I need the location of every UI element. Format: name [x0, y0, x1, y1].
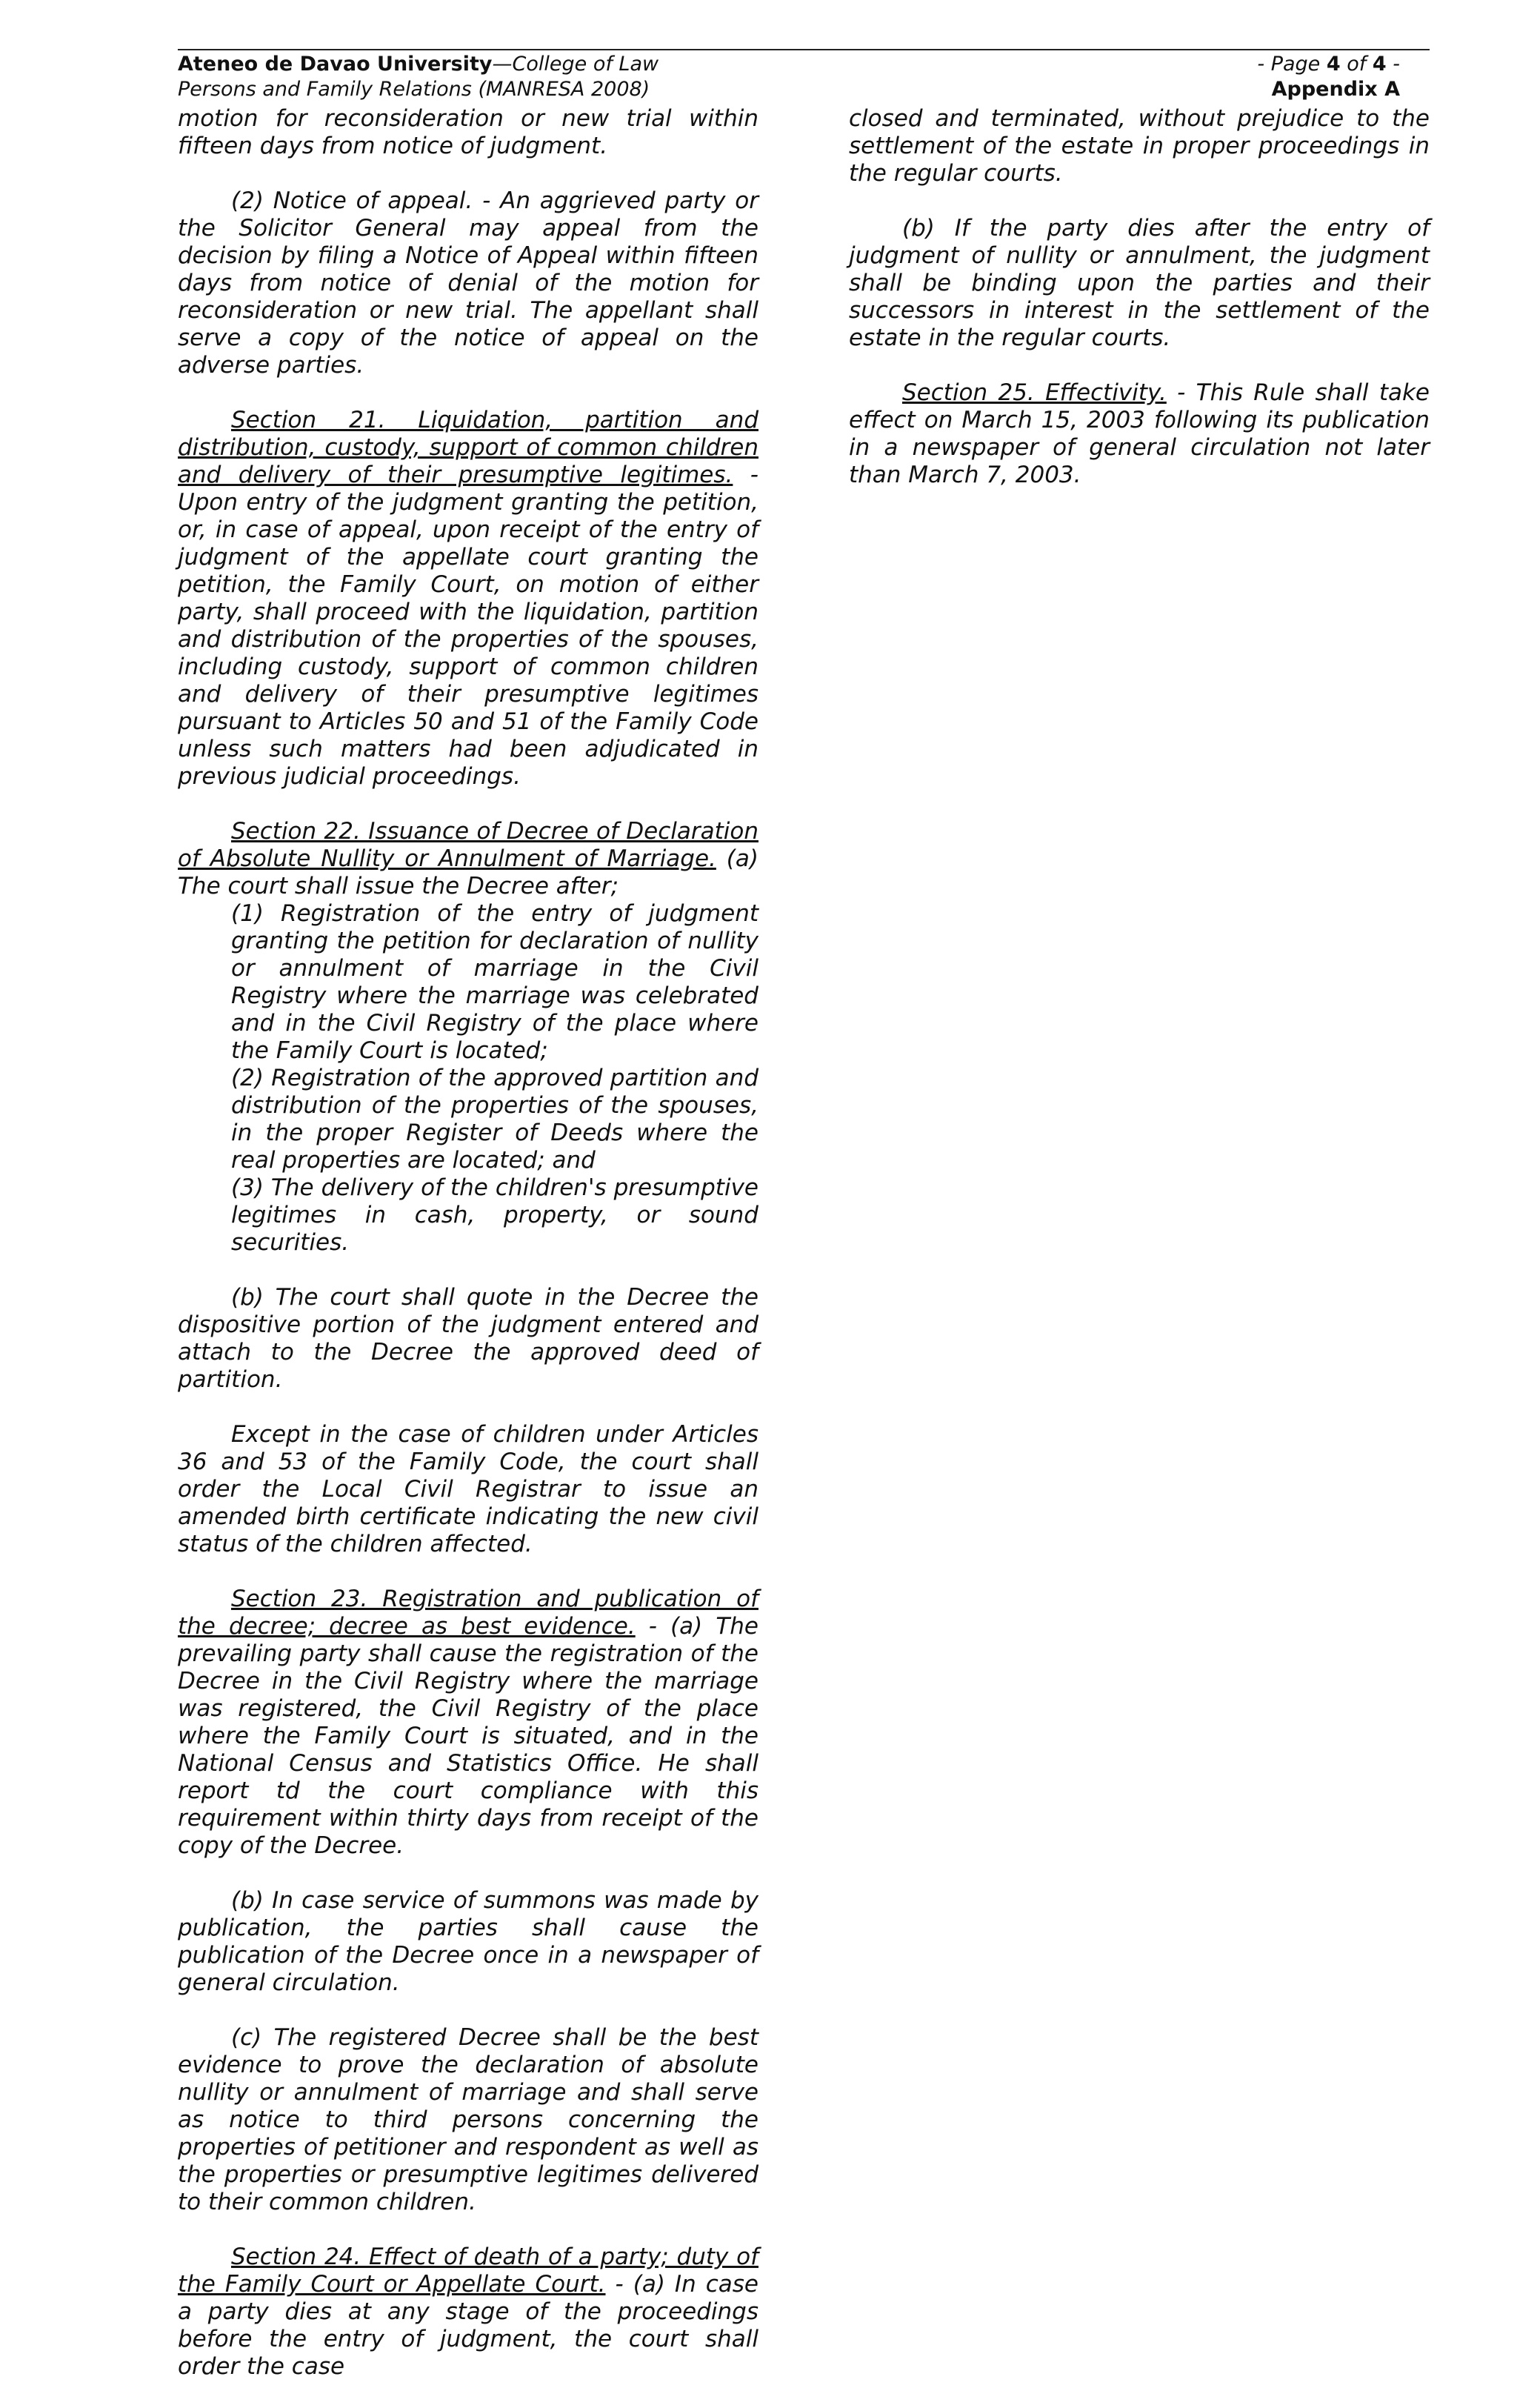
section-22 — [178, 818, 758, 900]
section-22-item-3: (3) The delivery of the children's presumptive legitimes in cash, property, or sound securities. — [231, 1174, 758, 1256]
section-24-title: Section 24. Effect of death of a party; duty of the Family Court or Appellate Court. — [178, 2244, 758, 2298]
section-23-body: - (a) The prevailing party shall cause the registration of the Decree in the Civil Registry where the marriage was registered, the Civil Registry of the place where the Family Court is situated, and in the National Census and Statistics Office. He shall report td the court compliance with this requirement within thirty days from receipt of the copy of the Decree. — [178, 1613, 758, 1859]
section-23-b: (b) In case service of summons was made by publication, the parties shall cause the publication of the Decree once in a newspaper of general circulation. — [178, 1887, 758, 1996]
course-title: Persons and Family Relations (MANRESA 2008) — [178, 78, 650, 101]
page-of: of — [1340, 53, 1373, 76]
section-25 — [849, 379, 1430, 489]
section-23-c: (c) The registered Decree shall be the best evidence to prove the declaration of absolute nullity or annulment of marriage and shall serve as notice to third persons concerning the properties of petitioner and respondent as well as the properties or presumptive legitimes delivered to their common children. — [178, 2024, 758, 2215]
section-23-title: Section 23. Registration and publication of the decree; decree as best evidence. — [178, 1586, 758, 1640]
header-institution — [178, 52, 918, 77]
section-25-title: Section 25. Effectivity. — [902, 379, 1167, 406]
section-24-body: - (a) In case a party dies at any stage of the proceedings before the entry of judgment, the court shall order the case — [178, 2271, 758, 2380]
page-prefix: - Page — [1257, 53, 1327, 76]
section-22-title: Section 22. Issuance of Decree of Declaration of Absolute Nullity or Annulment of Marriage. — [178, 818, 758, 872]
header-rule — [178, 49, 1430, 50]
section-23 — [178, 1586, 758, 1860]
section-21-body: - Upon entry of the judgment granting the petition, or, in case of appeal, upon receipt of the entry of judgment of the appellate court granting the petition, the Family Court, on motion of either party, shall proceed with the liquidation, partition and distribution of the properties of the spouses, including custody, support of common children and delivery of their presumptive legitimes pursuant to Articles 50 and 51 of the Family Code unless such matters had been adjudicated in previous judicial proceedings. — [178, 462, 758, 790]
paragraph-closed-terminated: closed and terminated, without prejudice to the settlement of the estate in proper proceedings in the regular courts. — [849, 105, 1430, 187]
section-21 — [178, 407, 758, 791]
page-number: 4 — [1326, 53, 1341, 76]
university-name: Ateneo de Davao University — [178, 53, 493, 76]
appendix-label: Appendix A — [1271, 78, 1400, 101]
right-column — [849, 105, 1430, 516]
paragraph-notice-of-appeal: (2) Notice of appeal. - An aggrieved party or the Solicitor General may appeal from the decision by filing a Notice of Appeal within fifteen days from notice of denial of the motion for reconsideration or new trial. The appellant shall serve a copy of the notice of appeal on the adverse parties. — [178, 187, 758, 379]
paragraph-party-dies-after: (b) If the party dies after the entry of judgment of nullity or annulment, the judgment shall be binding upon the parties and their successors in interest in the settlement of the estate in the regular courts. — [849, 215, 1430, 351]
section-24 — [178, 2244, 758, 2381]
college-name: —College of Law — [492, 53, 659, 76]
section-22-item-1: (1) Registration of the entry of judgment granting the petition for declaration of nullity or annulment of marriage in the Civil Registry where the marriage was celebrated and in the Civil Registry of the place where the Family Court is located; — [231, 900, 758, 1064]
section-22-except: Except in the case of children under Articles 36 and 53 of the Family Code, the court shall order the Local Civil Registrar to issue an amended birth certificate indicating the new civil status of the children affected. — [178, 1421, 758, 1557]
page-indicator — [956, 52, 1400, 77]
page-suffix: - — [1386, 53, 1400, 76]
section-22-body: (a) The court shall issue the Decree after; — [178, 845, 758, 899]
paragraph-continuation: motion for reconsideration or new trial within fifteen days from notice of judgment. — [178, 105, 758, 159]
header-left — [178, 52, 918, 102]
left-column — [178, 105, 758, 2408]
section-25-body: - This Rule shall take effect on March 15, 2003 following its publication in a newspaper of general circulation not later than March 7, 2003. — [849, 379, 1430, 488]
header-right — [956, 52, 1400, 102]
section-22-item-2: (2) Registration of the approved partition and distribution of the properties of the spouses, in the proper Register of Deeds where the real properties are located; and — [231, 1065, 758, 1174]
section-21-title: Section 21. Liquidation, partition and distribution, custody, support of common children and delivery of their presumptive legitimes. — [178, 407, 758, 488]
section-22-b: (b) The court shall quote in the Decree the dispositive portion of the judgment entered and attach to the Decree the approved deed of partition. — [178, 1284, 758, 1393]
page-total: 4 — [1372, 53, 1387, 76]
